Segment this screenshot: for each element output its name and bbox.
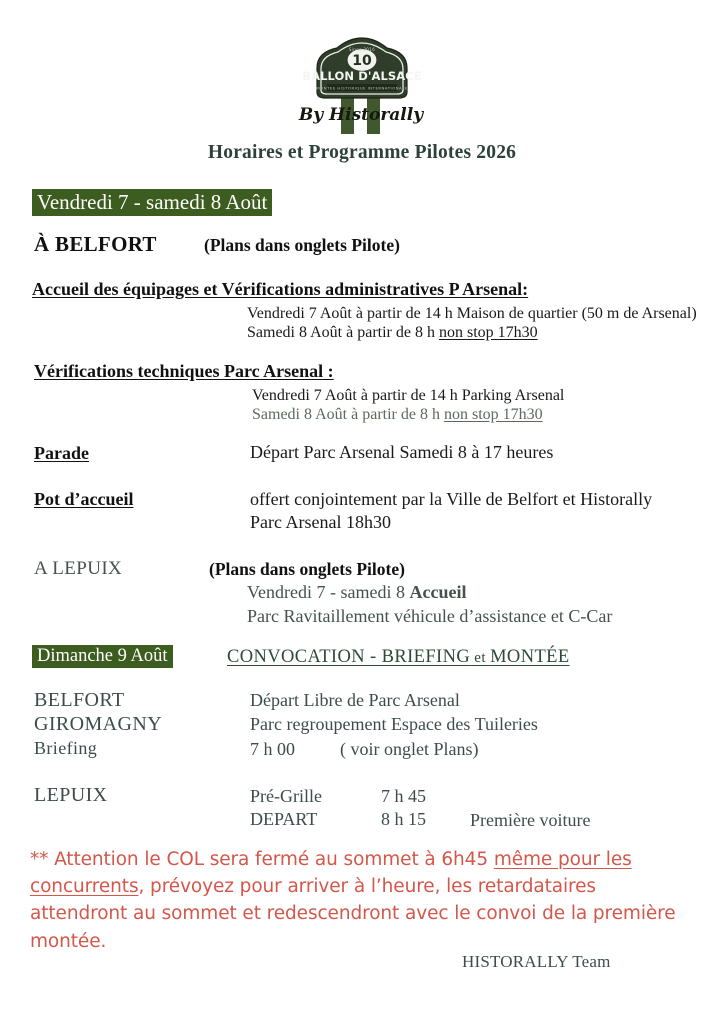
day1-lepuix-city-label: A LEPUIX	[34, 558, 123, 579]
warning-text-part2: , prévoyez pour arriver à l’heure, les retardataires attendront au sommet et redescendront avec le convoi de la première montée.	[30, 876, 676, 952]
section-accueil-line-2-underlined: non stop 17h30	[438, 324, 538, 341]
section-verif-technique-heading	[34, 361, 334, 382]
day2-convocation-tail: MONTÉE	[490, 647, 570, 667]
logo-arc-text: Since 2016	[348, 47, 376, 52]
item-pot-accueil-body-2: Parc Arsenal 18h30	[250, 512, 391, 532]
item-parade-body-line-1: Départ Parc Arsenal Samedi 8 à 17 heures	[250, 442, 554, 462]
day2-row-briefing-note	[340, 739, 478, 760]
day1-date-label: Vendredi 7 - samedi 8 Août	[32, 189, 272, 216]
day1-date-badge	[32, 190, 272, 215]
section-accueil-heading-label: Accueil des équipages et Vérifications administratives P Arsenal:	[32, 279, 529, 299]
item-parade-heading: Parade	[34, 443, 89, 463]
day1-city-note-label: (Plans dans onglets Pilote)	[204, 235, 400, 255]
section-accueil-heading	[32, 279, 528, 300]
day2-lepuix-depart-note: Première voiture	[470, 810, 591, 830]
day1-lepuix-city-note-label: (Plans dans onglets Pilote)	[209, 559, 405, 579]
item-parade-label	[34, 443, 89, 464]
section-accueil-line-2-pre: Samedi 8 Août à partir de 8 h	[247, 324, 439, 341]
day2-lepuix-city	[34, 784, 108, 807]
warning-paragraph	[30, 846, 695, 955]
day2-row-briefing-note-label: ( voir onglet Plans)	[340, 739, 479, 759]
day2-convocation-heading	[227, 647, 570, 668]
day2-row-briefing-time	[250, 739, 295, 760]
day2-lepuix-row-1-label	[250, 786, 322, 807]
day2-lepuix-depart-time: 8 h 15	[381, 809, 426, 829]
day2-row-belfort-detail: Départ Libre de Parc Arsenal	[250, 690, 460, 710]
day2-row-giromagny-left	[34, 713, 162, 736]
section-verif-technique-line-2-pre: Samedi 8 Août à partir de 8 h	[252, 406, 444, 423]
day2-lepuix-row-2-time	[381, 809, 426, 830]
item-pot-accueil-body-1: offert conjointement par la Ville de Belfort et Historally	[250, 489, 653, 509]
item-pot-accueil-body-line-2	[250, 512, 391, 533]
day2-lepuix-pregrille-label: Pré-Grille	[250, 786, 322, 806]
day1-lepuix-line-2-label: Parc Ravitaillement véhicule d’assistance et C-Car	[247, 606, 613, 626]
day2-convocation-main: CONVOCATION - BRIEFING	[227, 647, 471, 667]
day2-row-giromagny-city: GIROMAGNY	[34, 713, 163, 735]
day1-lepuix-city-note	[209, 559, 405, 580]
section-verif-technique-line-2-underlined: non stop 17h30	[443, 406, 543, 423]
day2-row-belfort-left	[34, 689, 125, 712]
day2-lepuix-city-label: LEPUIX	[34, 784, 108, 806]
day2-date-badge	[32, 646, 173, 667]
section-verif-technique-line-2	[252, 406, 543, 424]
day1-lepuix-line-2	[247, 606, 612, 627]
day2-date-label: Dimanche 9 Août	[32, 645, 173, 668]
section-accueil-line-1	[247, 305, 697, 323]
day1-lepuix-line-1-bold: Accueil	[409, 582, 467, 602]
warning-text-part1: ** Attention le COL sera fermé au sommet à 6h45	[30, 849, 494, 870]
item-pot-accueil-body-line-1	[250, 489, 652, 510]
day2-row-belfort-city: BELFORT	[34, 689, 125, 711]
day2-lepuix-row-2-note	[470, 810, 590, 831]
day1-city-label: À BELFORT	[34, 232, 157, 256]
warning-text-underlined: même pour les concurrents	[30, 849, 632, 898]
day2-row-giromagny-detail: Parc regroupement Espace des Tuileries	[250, 714, 538, 734]
section-verif-technique-line-1-label: Vendredi 7 Août à partir de 14 h Parking Arsenal	[252, 387, 565, 404]
logo-badge-number: 10	[352, 53, 372, 69]
day2-lepuix-row-1-time	[381, 786, 426, 807]
day2-row-briefing-label: Briefing	[34, 738, 98, 758]
day2-row-belfort-mid	[250, 690, 460, 711]
day2-row-giromagny-mid	[250, 714, 538, 735]
day2-lepuix-pregrille-time: 7 h 45	[381, 786, 426, 806]
footer-signature: HISTORALLY Team	[462, 952, 611, 971]
logo-sub-text: MONTEE HISTORIQUE INTERNATIONALE	[316, 85, 408, 91]
day1-lepuix-city	[34, 558, 122, 580]
day2-row-briefing-left	[34, 738, 97, 759]
day1-lepuix-line-1-pre: Vendredi 7 - samedi 8	[247, 582, 410, 602]
section-verif-technique-heading-label: Vérifications techniques Parc Arsenal :	[34, 361, 334, 381]
logo-script-text: By Historally	[298, 105, 424, 125]
day1-city-note	[204, 235, 400, 256]
logo-main-text: BALLON D'ALSACE	[302, 69, 422, 83]
item-parade-body	[250, 442, 553, 463]
day1-lepuix-line-1	[247, 582, 466, 603]
section-accueil-line-1-label: Vendredi 7 Août à partir de 14 h Maison de quartier (50 m de Arsenal)	[247, 305, 697, 322]
item-pot-accueil-heading: Pot d’accueil	[34, 489, 134, 509]
item-pot-accueil-label	[34, 489, 133, 510]
section-verif-technique-line-1	[252, 387, 564, 405]
page-title: Horaires et Programme Pilotes 2026	[207, 142, 517, 163]
day2-convocation-et: et	[470, 650, 491, 666]
day2-row-briefing-time-label: 7 h 00	[250, 739, 295, 759]
day2-lepuix-depart-label: DEPART	[250, 809, 318, 829]
day1-city-belfort	[34, 232, 157, 257]
day2-lepuix-row-2-label	[250, 809, 317, 830]
section-accueil-line-2	[247, 324, 538, 342]
